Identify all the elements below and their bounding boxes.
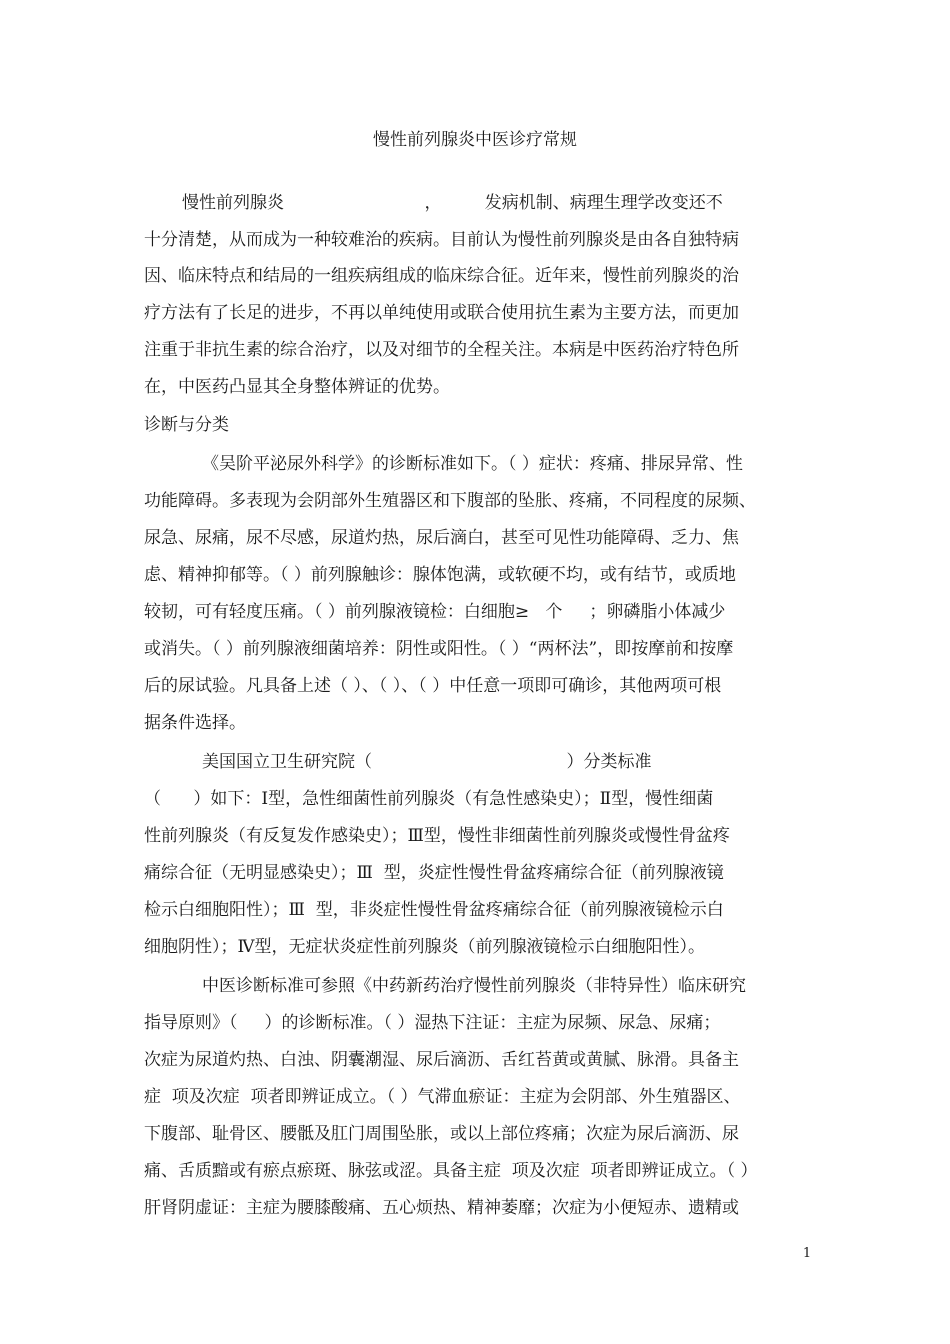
paragraph-line: 疗方法有了长足的进步，不再以单纯使用或联合使用抗生素为主要方法，而更加 <box>144 303 739 323</box>
paragraph-line: 性前列腺炎（有反复发作感染史）；Ⅲ型，慢性非细菌性前列腺炎或慢性骨盆疼 <box>144 826 730 846</box>
paragraph-line: 功能障碍。多表现为会阴部外生殖器区和下腹部的坠胀、疼痛，不同程度的尿频、 <box>144 491 756 511</box>
paragraph-line: 虑、精神抑郁等。（ ）前列腺触诊：腺体饱满，或软硬不均，或有结节，或质地 <box>144 565 736 585</box>
paragraph-line: 《吴阶平泌尿外科学》的诊断标准如下。（ ）症状：疼痛、排尿异常、性 <box>202 454 743 474</box>
paragraph-line: 在，中医药凸显其全身整体辨证的优势。 <box>144 377 450 397</box>
paragraph-line: 据条件选择。 <box>144 713 246 733</box>
paragraph-line: 注重于非抗生素的综合治疗，以及对细节的全程关注。本病是中医药治疗特色所 <box>144 340 739 360</box>
paragraph-line: 后的尿试验。凡具备上述（ ）、（ ）、（ ）中任意一项即可确诊，其他两项可根 <box>144 676 722 696</box>
paragraph-line: 尿急、尿痛，尿不尽感，尿道灼热，尿后滴白，甚至可见性功能障碍、乏力、焦 <box>144 528 739 548</box>
paragraph-line: 较韧，可有轻度压痛。（ ）前列腺液镜检：白细胞≥ 个 ；卵磷脂小体减少 <box>144 602 726 622</box>
paragraph-line: 十分清楚，从而成为一种较难治的疾病。目前认为慢性前列腺炎是由各自独特病 <box>144 230 739 250</box>
paragraph-line: 肝肾阴虚证：主症为腰膝酸痛、五心烦热、精神萎靡；次症为小便短赤、遗精或 <box>144 1198 739 1218</box>
paragraph-line: 因、临床特点和结局的一组疾病组成的临床综合征。近年来，慢性前列腺炎的治 <box>144 266 739 286</box>
paragraph-line: 或消失。（ ）前列腺液细菌培养：阴性或阳性。（ ）“两杯法”，即按摩前和按摩 <box>144 639 734 659</box>
paragraph-line: 检示白细胞阳性）；Ⅲ 型，非炎症性慢性骨盆疼痛综合征（前列腺液镜检示白 <box>144 900 724 920</box>
page-number: 1 <box>802 1246 812 1261</box>
paragraph-line: （ ）如下：Ⅰ型，急性细菌性前列腺炎（有急性感染史）；Ⅱ型，慢性细菌 <box>144 789 714 809</box>
paragraph-line: 中医诊断标准可参照《中药新药治疗慢性前列腺炎（非特异性）临床研究 <box>202 976 746 996</box>
paragraph-line: 痛综合征（无明显感染史）；Ⅲ 型，炎症性慢性骨盆疼痛综合征（前列腺液镜 <box>144 863 724 883</box>
section-heading: 诊断与分类 <box>144 415 229 435</box>
paragraph-line: 细胞阴性）；Ⅳ型，无症状炎症性前列腺炎（前列腺液镜检示白细胞阳性）。 <box>144 937 705 957</box>
paragraph-line: 美国国立卫生研究院（ ）分类标准 <box>202 752 652 772</box>
paragraph-line: 下腹部、耻骨区、腰骶及肛门周围坠胀，或以上部位疼痛；次症为尿后滴沥、尿 <box>144 1124 739 1144</box>
paragraph-line: 痛、舌质黯或有瘀点瘀斑、脉弦或涩。具备主症 项及次症 项者即辨证成立。（ ） <box>144 1161 758 1181</box>
paragraph-line: 指导原则》（ ）的诊断标准。（ ）湿热下注证：主症为尿频、尿急、尿痛； <box>144 1013 721 1033</box>
paragraph-line: 症 项及次症 项者即辨证成立。（ ）气滞血瘀证：主症为会阴部、外生殖器区、 <box>144 1087 741 1107</box>
paragraph-line: 次症为尿道灼热、白浊、阴囊潮湿、尿后滴沥、舌红苔黄或黄腻、脉滑。具备主 <box>144 1050 739 1070</box>
paragraph-line: 慢性前列腺炎 ， 发病机制、病理生理学改变还不 <box>182 193 723 213</box>
document-title: 慢性前列腺炎中医诊疗常规 <box>373 130 577 150</box>
